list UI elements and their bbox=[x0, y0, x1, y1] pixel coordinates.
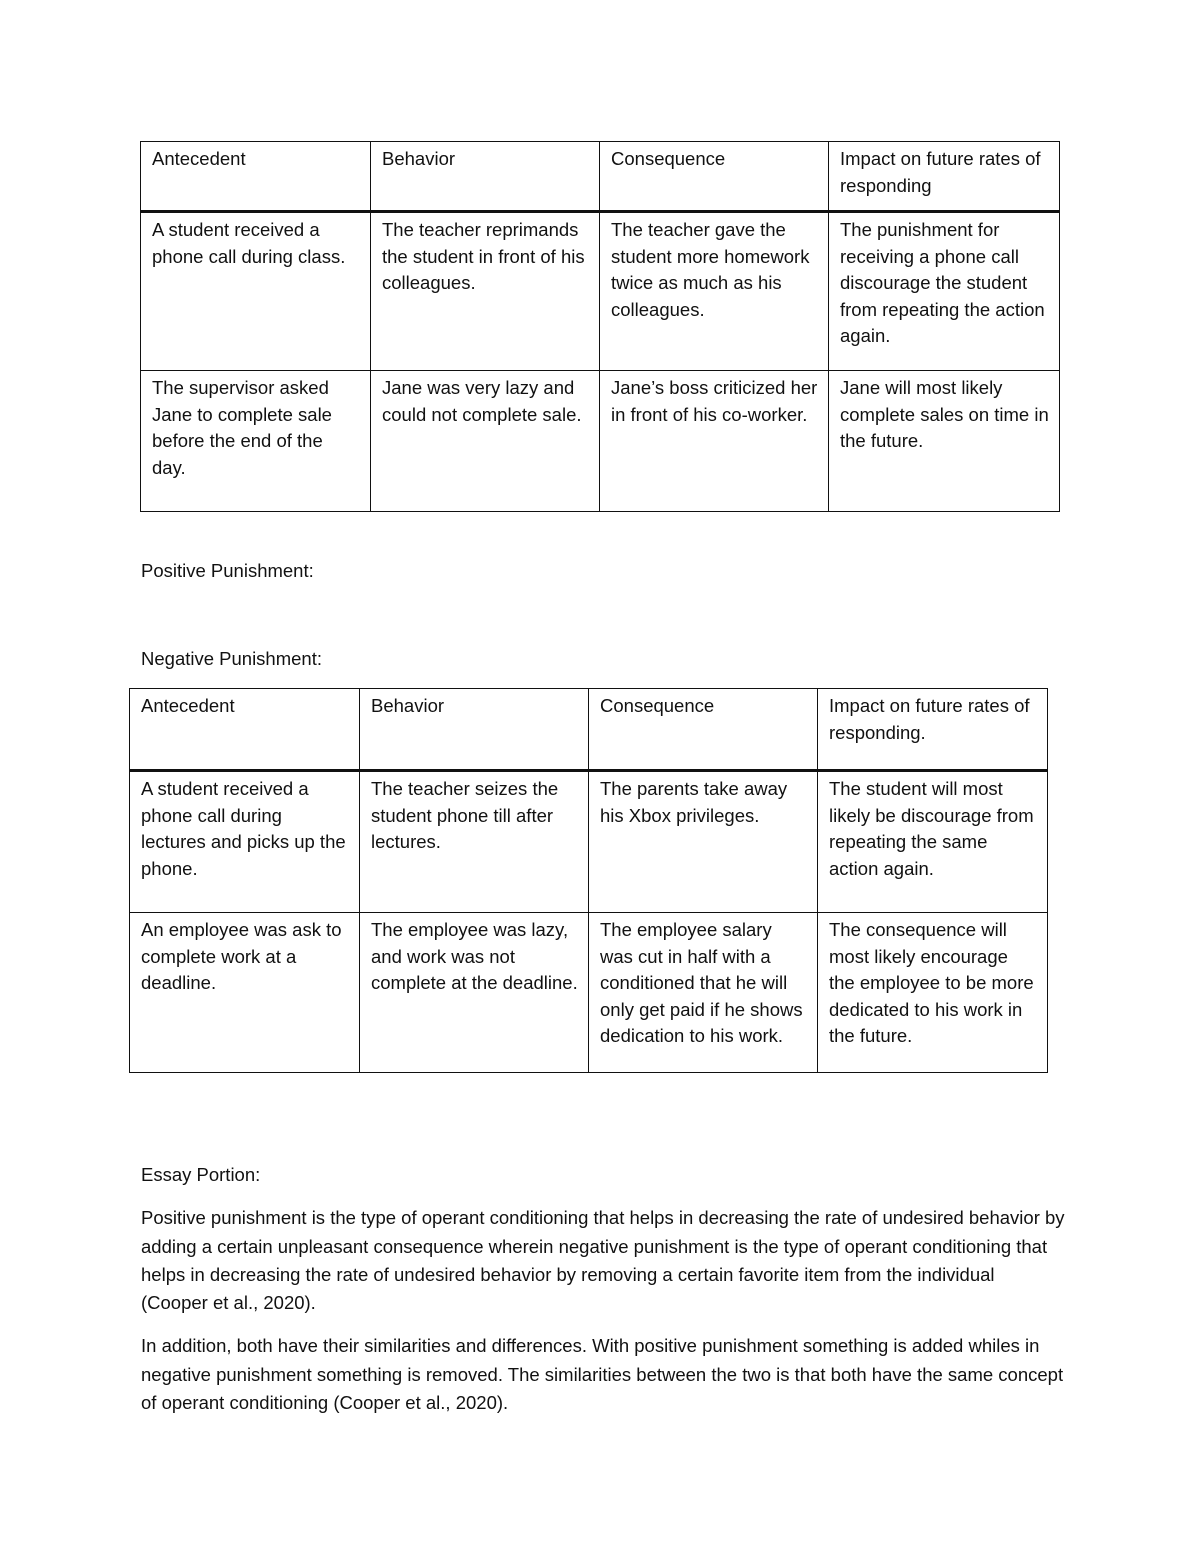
table-row bbox=[130, 771, 1048, 913]
table-row bbox=[141, 371, 1060, 512]
cell-antecedent: A student received a phone call during class. bbox=[141, 212, 371, 371]
cell-impact: Jane will most likely complete sales on time in the future. bbox=[829, 371, 1060, 512]
table-row bbox=[141, 212, 1060, 371]
header-impact: Impact on future rates of responding. bbox=[818, 689, 1048, 771]
negative-punishment-table bbox=[129, 688, 1048, 1073]
cell-consequence: Jane’s boss criticized her in front of his co-worker. bbox=[600, 371, 829, 512]
essay-section bbox=[141, 1161, 1066, 1432]
cell-impact: The consequence will most likely encourage the employee to be more dedicated to his work in the future. bbox=[818, 913, 1048, 1073]
essay-heading: Essay Portion: bbox=[141, 1164, 261, 1185]
cell-impact: The punishment for receiving a phone call discourage the student from repeating the action again. bbox=[829, 212, 1060, 371]
positive-punishment-table bbox=[140, 141, 1060, 512]
header-consequence: Consequence bbox=[600, 142, 829, 212]
essay-paragraph: In addition, both have their similarities and differences. With positive punishment something is added whiles in negative punishment something is removed. The similarities between the two is that both have the same concept of operant conditioning (Cooper et al., 2020). bbox=[141, 1335, 1064, 1414]
cell-behavior: Jane was very lazy and could not complete sale. bbox=[371, 371, 600, 512]
positive-punishment-label: Positive Punishment: bbox=[141, 560, 314, 581]
cell-antecedent: An employee was ask to complete work at a deadline. bbox=[130, 913, 360, 1073]
cell-impact: The student will most likely be discourage from repeating the same action again. bbox=[818, 771, 1048, 913]
cell-behavior: The teacher seizes the student phone till after lectures. bbox=[360, 771, 589, 913]
header-impact: Impact on future rates of responding bbox=[829, 142, 1060, 212]
cell-antecedent: A student received a phone call during lectures and picks up the phone. bbox=[130, 771, 360, 913]
header-behavior: Behavior bbox=[360, 689, 589, 771]
cell-behavior: The employee was lazy, and work was not complete at the deadline. bbox=[360, 913, 589, 1073]
header-consequence: Consequence bbox=[589, 689, 818, 771]
header-antecedent: Antecedent bbox=[130, 689, 360, 771]
header-behavior: Behavior bbox=[371, 142, 600, 212]
table-header-row bbox=[141, 142, 1060, 212]
table-row bbox=[130, 913, 1048, 1073]
table-header-row bbox=[130, 689, 1048, 771]
header-antecedent: Antecedent bbox=[141, 142, 371, 212]
cell-behavior: The teacher reprimands the student in front of his colleagues. bbox=[371, 212, 600, 371]
cell-consequence: The teacher gave the student more homework twice as much as his colleagues. bbox=[600, 212, 829, 371]
negative-punishment-label: Negative Punishment: bbox=[141, 648, 322, 669]
cell-consequence: The parents take away his Xbox privileges. bbox=[589, 771, 818, 913]
cell-consequence: The employee salary was cut in half with a conditioned that he will only get paid if he shows dedication to his work. bbox=[589, 913, 818, 1073]
cell-antecedent: The supervisor asked Jane to complete sale before the end of the day. bbox=[141, 371, 371, 512]
essay-paragraph: Positive punishment is the type of operant conditioning that helps in decreasing the rate of undesired behavior by adding a certain unpleasant consequence wherein negative punishment is the type of operant conditioning that helps in decreasing the rate of undesired behavior by removing a certain favorite item from the individual (Cooper et al., 2020). bbox=[141, 1207, 1065, 1314]
